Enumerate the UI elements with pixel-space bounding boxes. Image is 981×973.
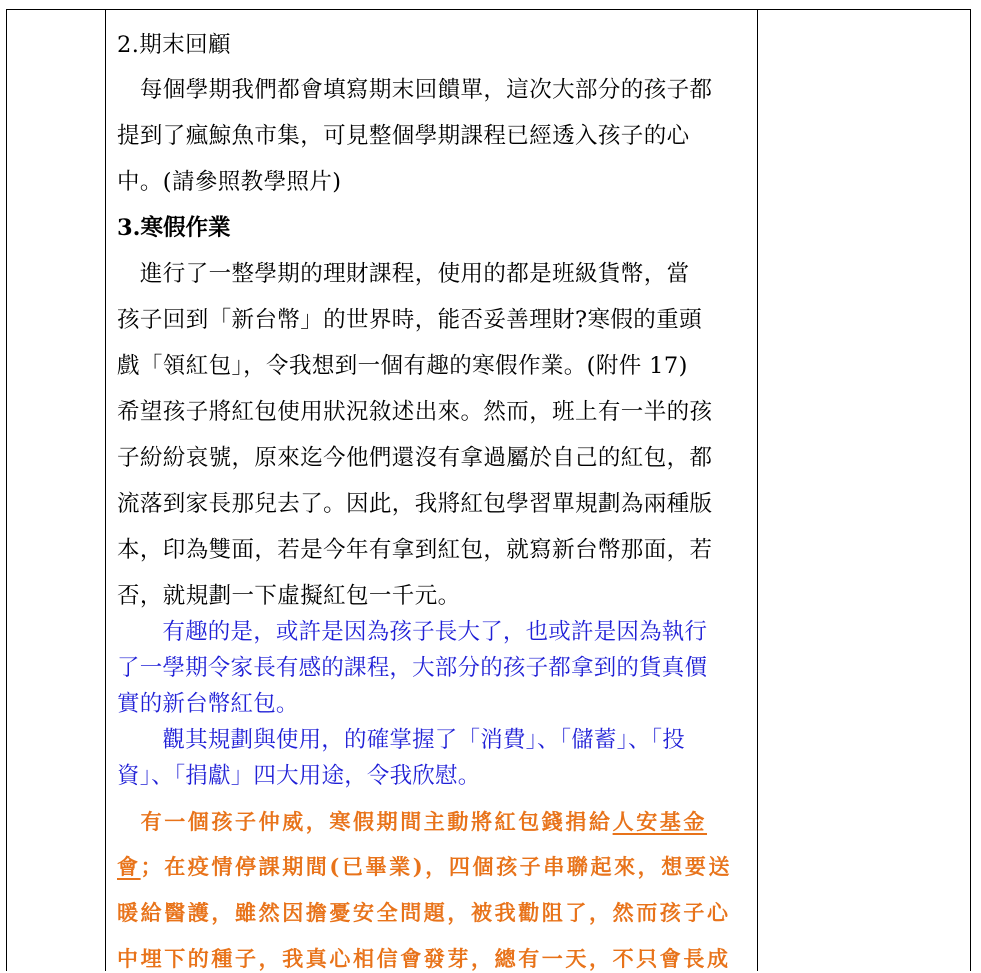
homework-line: 流落到家長那兒去了。因此，我將紅包學習單規劃為兩種版 — [117, 491, 713, 517]
blue-paragraph-line: 資」、「捐獻」四大用途，令我欣慰。 — [117, 763, 481, 789]
table-left-border — [6, 9, 7, 971]
blue-paragraph-line: 有趣的是，或許是因為孩子長大了，也或許是因為執行 — [117, 619, 708, 645]
homework-line: 進行了一整學期的理財課程，使用的都是班級貨幣，當 — [117, 261, 690, 287]
blue-paragraph-line: 實的新台幣紅包。 — [117, 691, 299, 717]
column-divider-right — [757, 9, 758, 971]
homework-line: 否，就規劃一下虛擬紅包一千元。 — [117, 583, 461, 609]
foundation-name-underlined: 人安基金 — [612, 809, 708, 834]
orange-paragraph-line: 中埋下的種子，我真心相信會發芽，總有一天，不只會長成 — [117, 946, 731, 971]
orange-paragraph-line: 暖給醫護，雖然因擔憂安全問題，被我勸阻了，然而孩子心 — [117, 900, 731, 925]
table-right-border — [970, 9, 971, 971]
homework-line: 子紛紛哀號，原來迄今他們還沒有拿過屬於自己的紅包，都 — [117, 445, 713, 471]
heading-final-review: 2.期末回顧 — [117, 32, 231, 58]
foundation-name-underlined: 會 — [117, 854, 141, 879]
orange-paragraph-line — [117, 851, 732, 881]
blue-paragraph-line: 觀其規劃與使用，的確掌握了「消費」、「儲蓄」、「投 — [117, 727, 685, 753]
orange-paragraph-line — [117, 806, 707, 836]
homework-line: 戲「領紅包」，令我想到一個有趣的寒假作業。(附件 17) — [117, 353, 688, 379]
orange-text: ；在疫情停課期間(已畢業)，四個孩子串聯起來，想要送 — [140, 854, 733, 879]
review-line: 提到了瘋鯨魚市集，可見整個學期課程已經透入孩子的心 — [117, 123, 690, 149]
blue-paragraph-line: 了一學期令家長有感的課程，大部分的孩子都拿到的貨真價 — [117, 655, 708, 681]
review-line: 中。(請參照教學照片) — [117, 169, 342, 195]
homework-line: 孩子回到「新台幣」的世界時，能否妥善理財?寒假的重頭 — [117, 307, 702, 333]
heading-winter-homework: 3.寒假作業 — [117, 215, 231, 241]
homework-line: 希望孩子將紅包使用狀況敘述出來。然而，班上有一半的孩 — [117, 399, 713, 425]
orange-text: 有一個孩子仲威，寒假期間主動將紅包錢捐給 — [117, 809, 613, 834]
review-line: 每個學期我們都會填寫期末回饋單，這次大部分的孩子都 — [117, 77, 713, 103]
table-top-border — [6, 9, 970, 10]
column-divider-left — [105, 9, 106, 971]
homework-line: 本，印為雙面，若是今年有拿到紅包，就寫新台幣那面，若 — [117, 537, 713, 563]
